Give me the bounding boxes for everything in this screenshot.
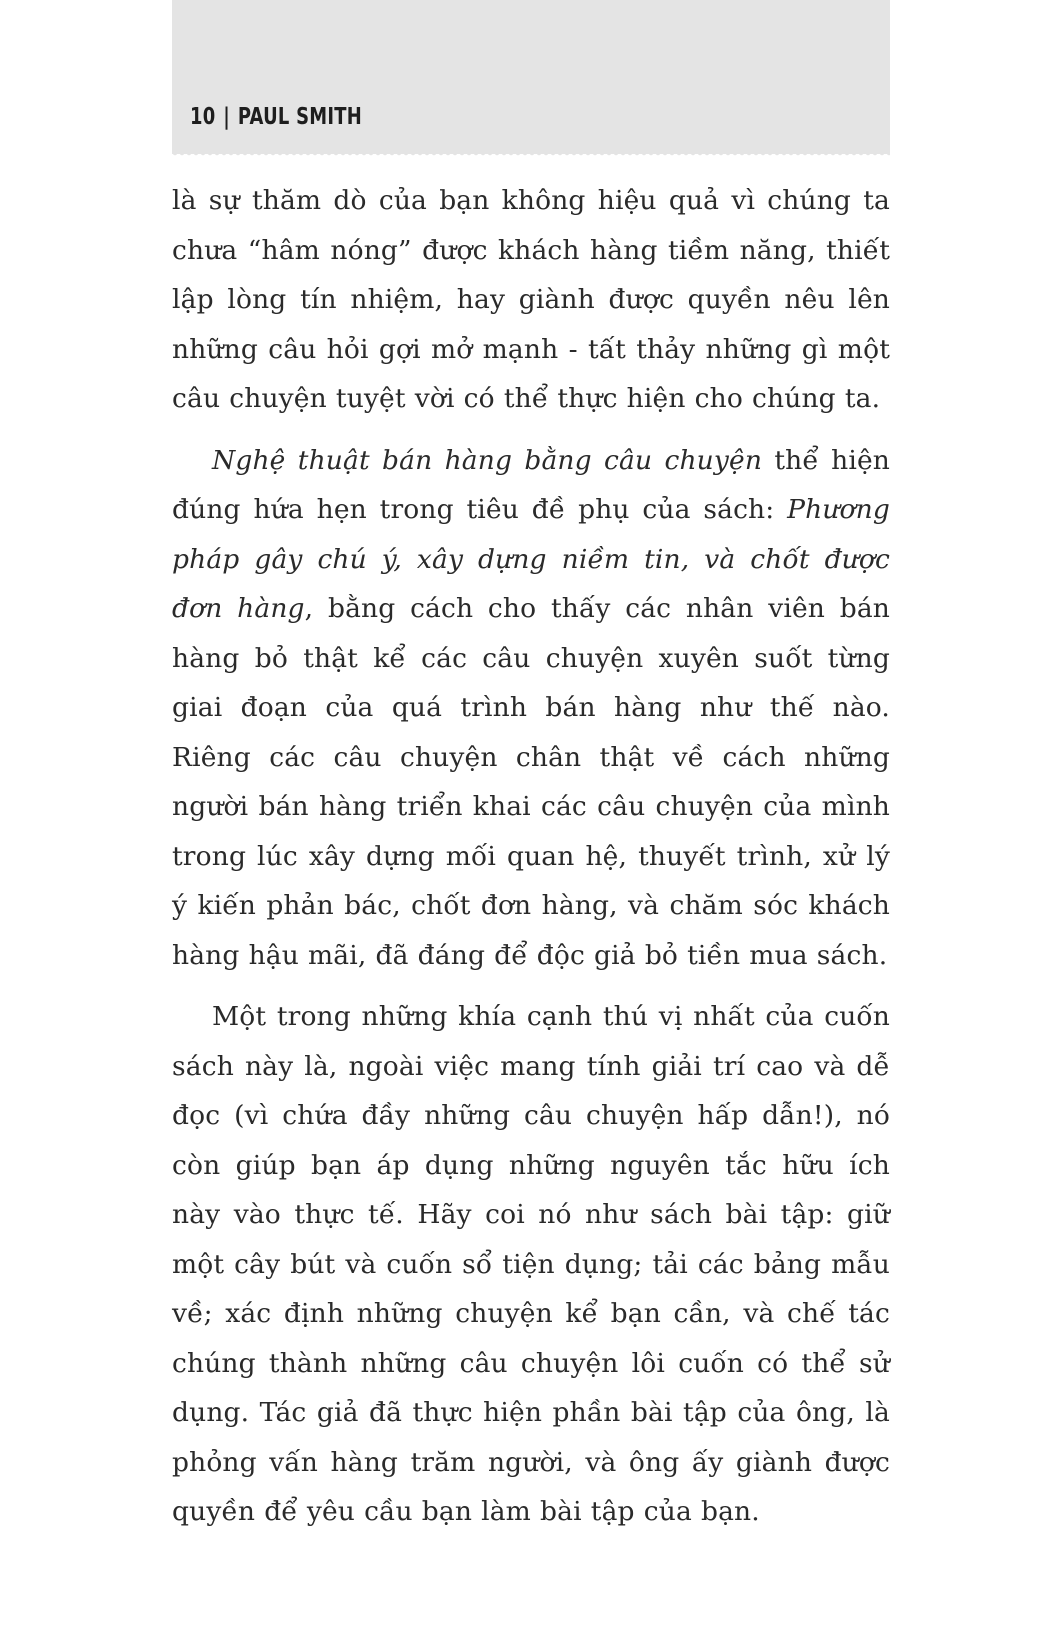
book-title: Nghệ thuật bán hàng bằng câu chuyện — [212, 444, 763, 476]
running-head — [190, 104, 362, 130]
paragraph-2 — [172, 436, 890, 981]
paragraph-1-text: là sự thăm dò của bạn không hiệu quả vì chúng ta chưa “hâm nóng” được khách hàng tiềm năng, thiết lập lòng tín nhiệm, hay giành được quyền nêu lên những câu hỏi gợi mở mạnh - tất thảy những gì một câu chuyện tuyệt vời có thể thực hiện cho chúng ta. — [172, 185, 890, 414]
paragraph-2-text-b: , bằng cách cho thấy các nhân viên bán hàng bỏ thật kể các câu chuyện xuyên suốt từng giai đoạn của quá trình bán hàng như thế nào. Riêng các câu chuyện chân thật về cách những người bán hàng triển khai các câu chuyện của mình trong lúc xây dựng mối quan hệ, thuyết trình, xử lý ý kiến phản bác, chốt đơn hàng, và chăm sóc khách hàng hậu mãi, đã đáng để độc giả bỏ tiền mua sách. — [172, 593, 890, 971]
running-header-band — [172, 0, 890, 154]
page-body — [172, 176, 890, 1537]
paragraph-2-text-a: thể hiện đúng hứa hẹn trong tiêu đề phụ của sách: — [172, 444, 890, 525]
header-separator: | — [223, 104, 231, 130]
author-name: PAUL SMITH — [237, 104, 362, 130]
paragraph-3 — [172, 992, 890, 1537]
page-number: 10 — [190, 104, 216, 130]
book-subtitle: Phương pháp gây chú ý, xây dựng niềm tin, và chốt được đơn hàng — [172, 494, 890, 624]
paragraph-1 — [172, 176, 890, 424]
paragraph-3-text: Một trong những khía cạnh thú vị nhất của cuốn sách này là, ngoài việc mang tính giải trí cao và dễ đọc (vì chứa đầy những câu chuyện hấp dẫn!), nó còn giúp bạn áp dụng những nguyên tắc hữu ích này vào thực tế. Hãy coi nó như sách bài tập: giữ một cây bút và cuốn sổ tiện dụng; tải các bảng mẫu về; xác định những chuyện kể bạn cần, và chế tác chúng thành những câu chuyện lôi cuốn có thể sử dụng. Tác giả đã thực hiện phần bài tập của ông, là phỏng vấn hàng trăm người, và ông ấy giành được quyền để yêu cầu bạn làm bài tập của bạn. — [172, 1001, 890, 1527]
